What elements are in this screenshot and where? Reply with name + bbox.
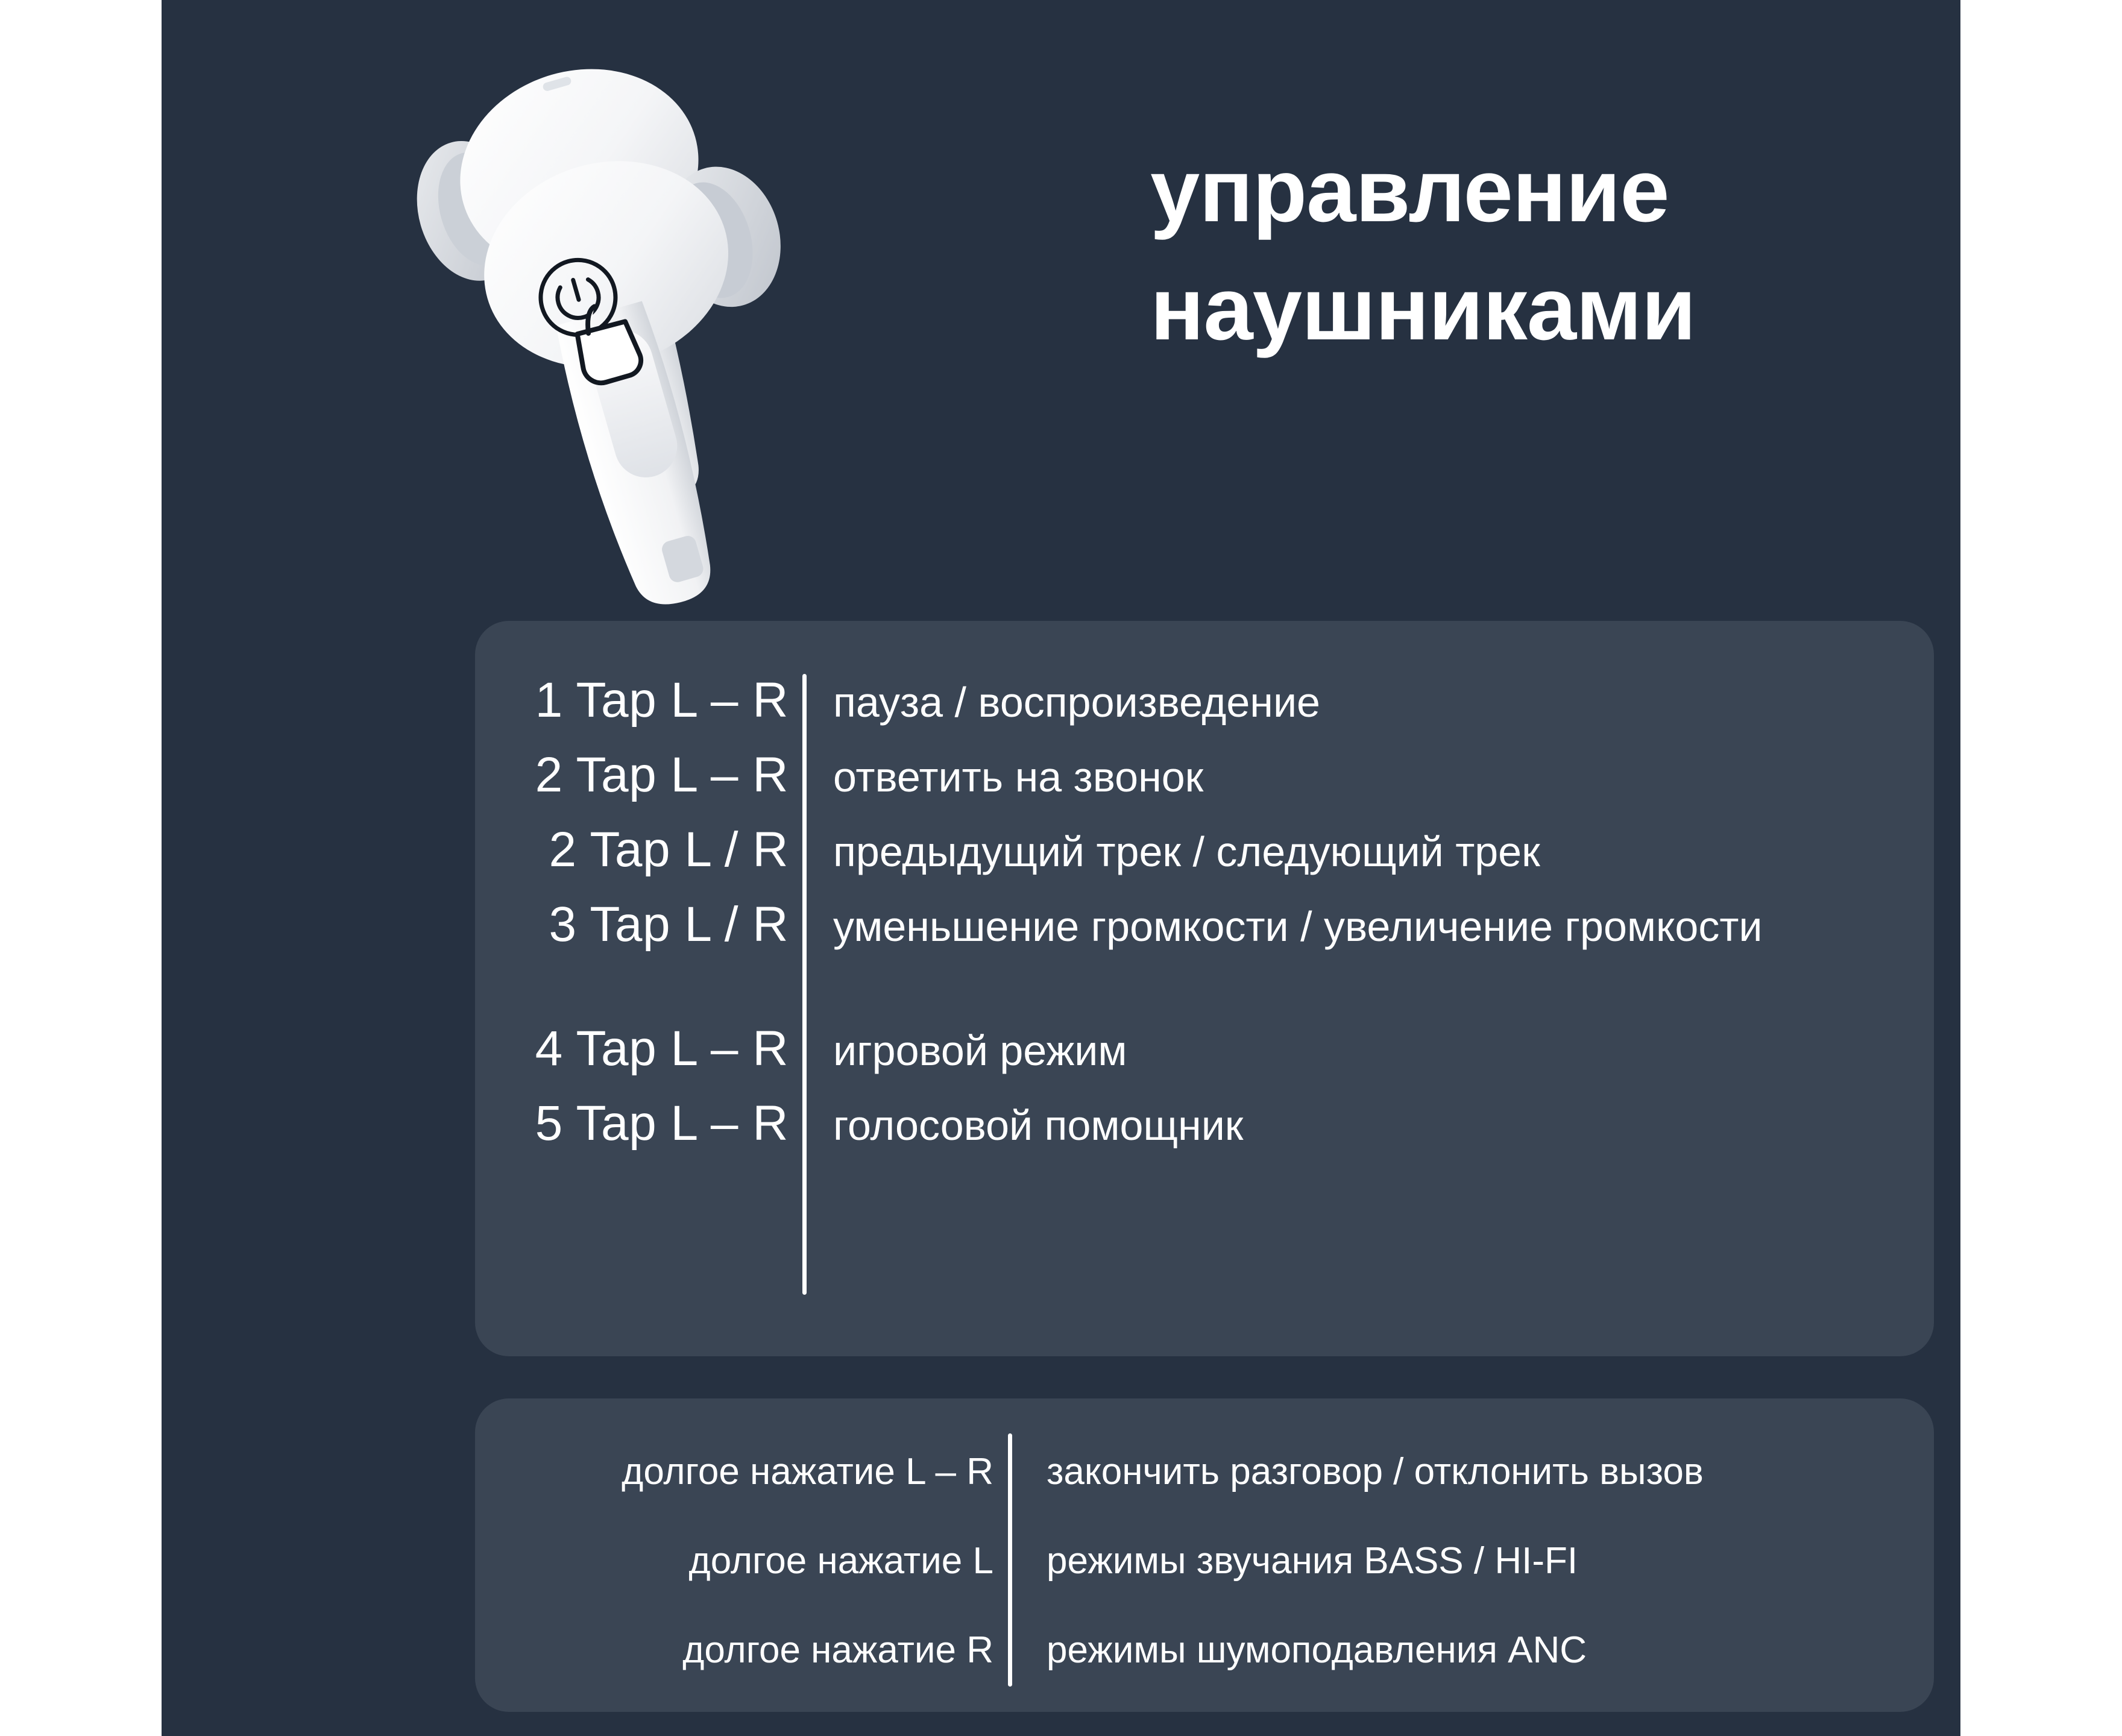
poster-canvas: [162, 0, 1960, 1736]
table-row: [475, 1517, 1934, 1606]
tap-combo: 3 Tap L / R: [549, 897, 789, 952]
tap-controls-table: [475, 663, 1934, 1161]
table-row: [475, 1427, 1934, 1517]
table-row: [475, 738, 1934, 813]
long-press-combo: долгое нажатие L: [688, 1540, 993, 1582]
tap-combo: 4 Tap L – R: [535, 1021, 789, 1076]
tap-action: пауза / воспроизведение: [833, 679, 1320, 726]
page-title-line-2: наушниками: [1150, 259, 1696, 359]
table-row: [475, 1086, 1934, 1161]
tap-action: игровой режим: [833, 1027, 1127, 1074]
page-title-line-1: управление: [1150, 141, 1669, 241]
tap-action: предыдущий трек / следующий трек: [833, 828, 1540, 875]
page-title: [1150, 132, 1946, 368]
wireless-earbuds-photo: [415, 18, 1162, 657]
table-row: [475, 887, 1934, 962]
tap-combo: 2 Tap L – R: [535, 747, 789, 802]
long-press-action: закончить разговор / отклонить вызов: [1047, 1451, 1704, 1492]
table-row: [475, 1011, 1934, 1086]
long-press-combo: долгое нажатие R: [682, 1629, 993, 1671]
tap-combo: 2 Tap L / R: [549, 822, 789, 877]
tap-combo: 5 Tap L – R: [535, 1096, 789, 1151]
table-row: [475, 813, 1934, 887]
tap-action: ответить на звонок: [833, 753, 1204, 800]
long-press-combo: долгое нажатие L – R: [622, 1451, 993, 1492]
long-press-action: режимы звучания BASS / HI-FI: [1047, 1540, 1578, 1582]
table-row: [475, 663, 1934, 738]
long-press-controls-table: [475, 1427, 1934, 1695]
tap-action: голосовой помощник: [833, 1102, 1244, 1149]
table-row: [475, 1606, 1934, 1695]
tap-combo: 1 Tap L – R: [535, 673, 789, 728]
tap-action: уменьшение громкости / увеличение громкости: [833, 903, 1763, 950]
long-press-action: режимы шумоподавления ANC: [1047, 1629, 1587, 1671]
